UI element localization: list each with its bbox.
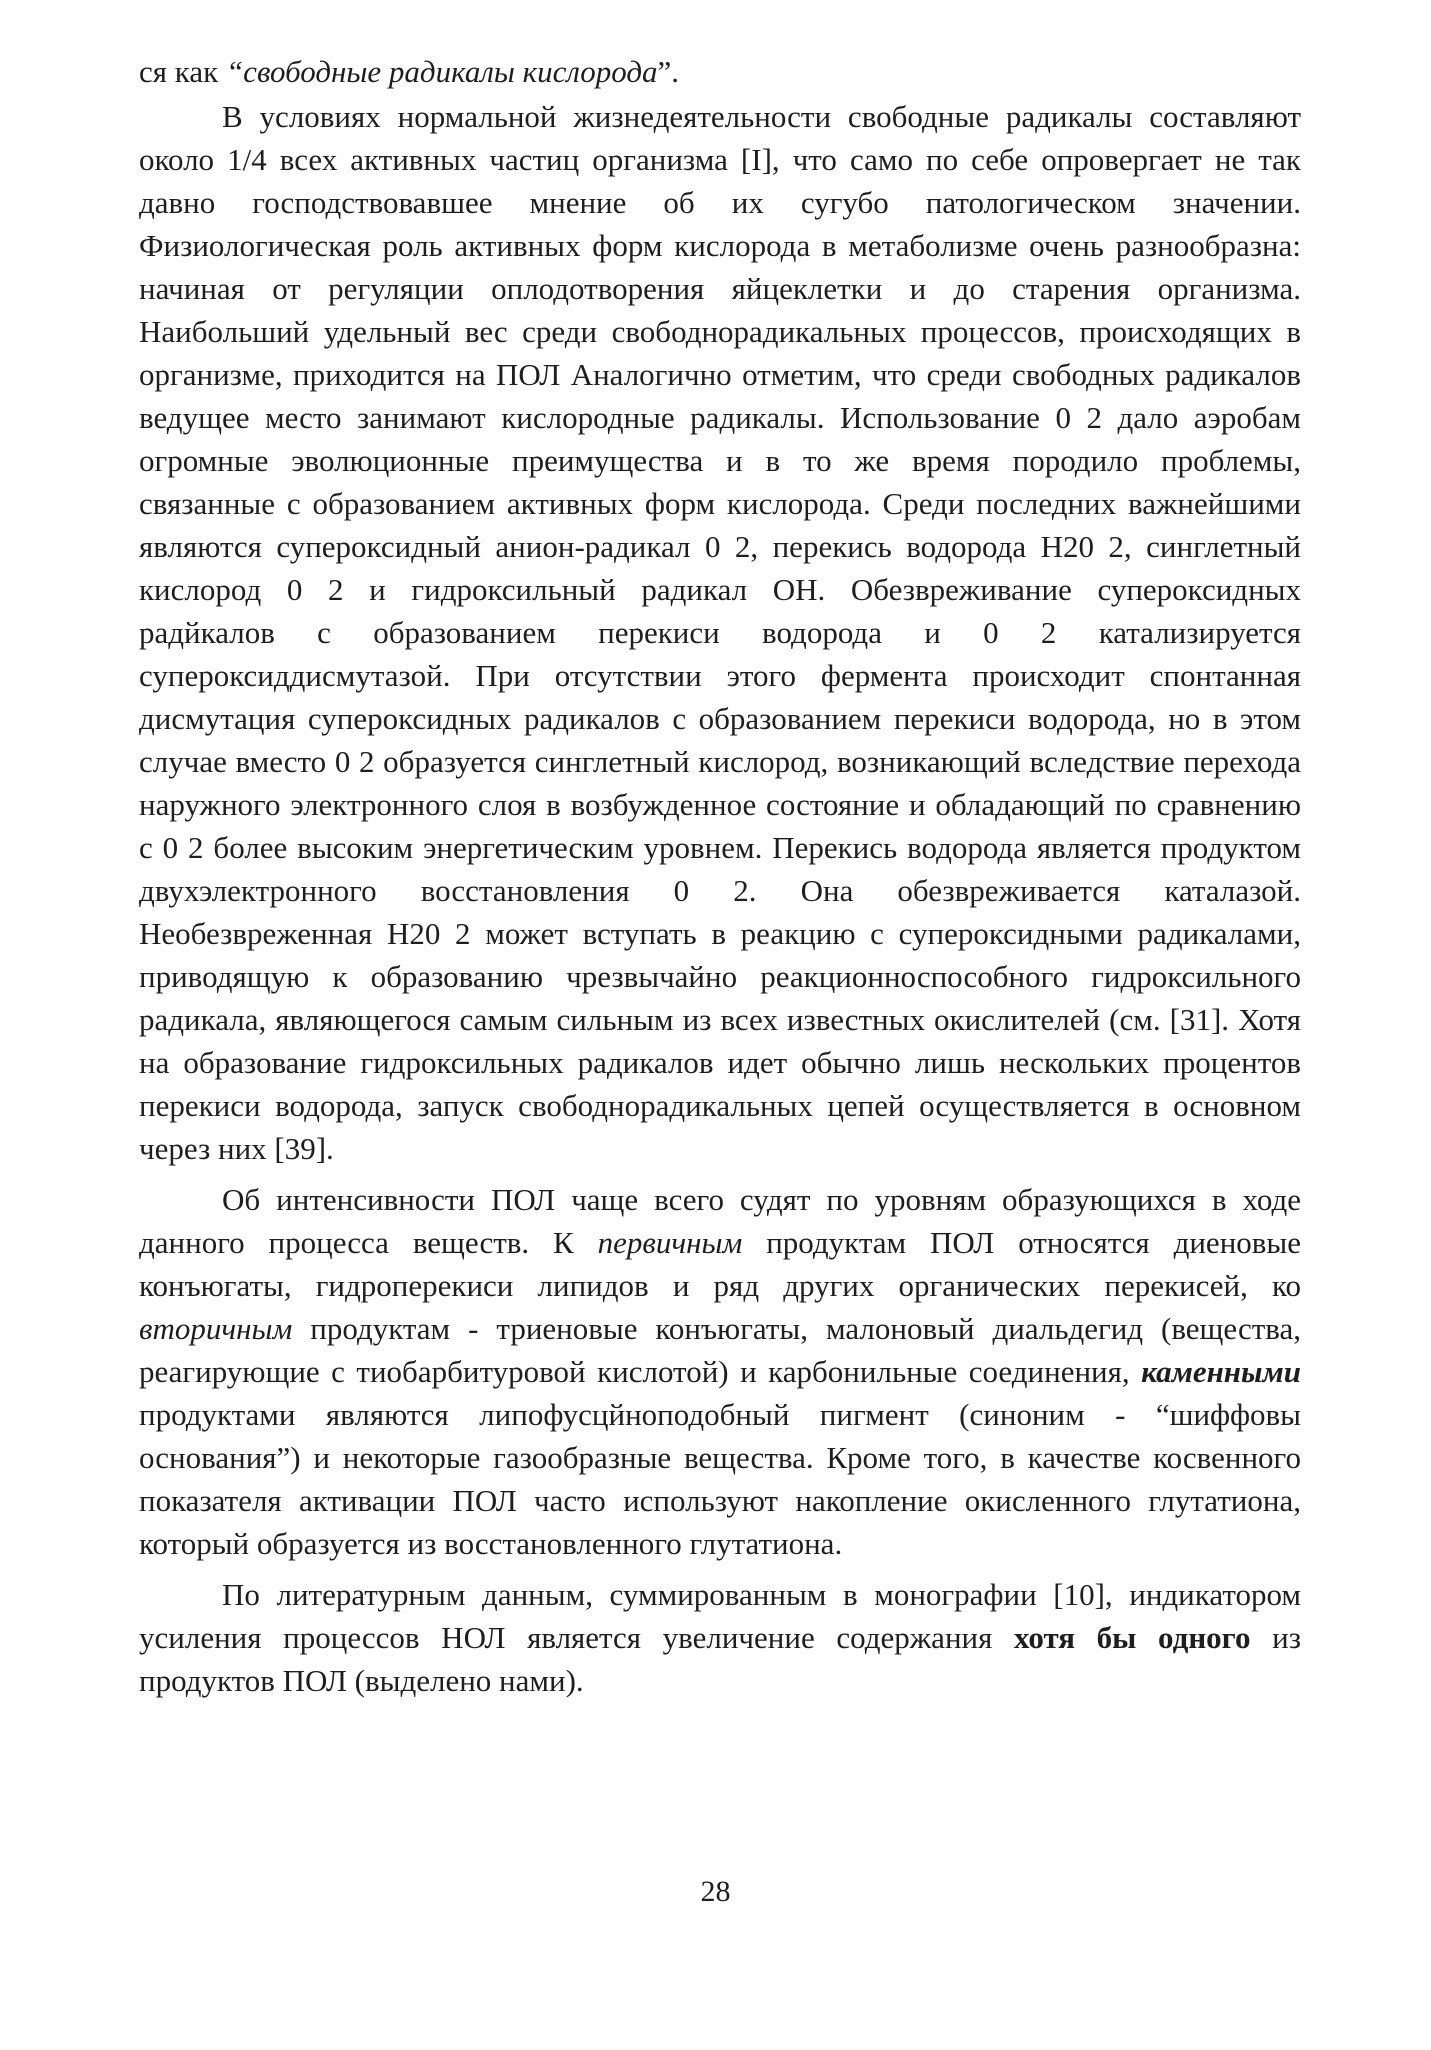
text-run: ся как: [139, 54, 226, 89]
paragraph-lpo-products: [139, 1178, 1301, 1565]
paragraph-literature: [139, 1573, 1301, 1702]
paragraph-continuation: [139, 50, 1301, 93]
text-run: продуктам - триеновые конъюгаты, малоновый диальдегид (вещества, реагирующие с тиобарбитуровой кислотой) и карбонильные соединения,: [139, 1311, 1301, 1389]
text-run: продуктами являются липофусцйноподобный пигмент (синоним - “шиффовы основания”) и некоторые газообразные вещества. Кроме того, в качестве косвенного показателя активации ПОЛ часто используют накопление окисленного глутатиона, который образуется из восстановленного глутатиона.: [139, 1397, 1301, 1561]
text-run: Об интенсивности ПОЛ чаще всего судят по уровням образующихся в ходе данного процесса веществ. К: [139, 1182, 1301, 1260]
italic-term-secondary: вторичным: [139, 1311, 293, 1346]
italic-phrase: “свободные радикалы кислорода: [225, 54, 658, 89]
document-page: [139, 50, 1301, 1702]
text-run: ”.: [657, 54, 680, 89]
body-text: [139, 50, 1301, 1702]
text-run: По литературным данным, суммированным в монографии [10], индикатором усиления процессов НОЛ является увеличение содержания: [139, 1577, 1301, 1655]
paragraph-free-radicals: В условиях нормальной жизнедеятельности свободные радикалы составляют около 1/4 всех активных частиц организма [I], что само по себе опровергает не так давно господствовавшее мнение об их сугубо патологическом значении. Физиологическая роль активных форм кислорода в метаболизме очень разнообразна: начиная от регуляции оплодотворения яйцеклетки и до старения организма. Наибольший удельный вес среди свободнорадикальных процессов, происходящих в организме, приходится на ПОЛ Аналогично отметим, что среди свободных радикалов ведущее место занимают кислородные радикалы. Использование 0 2 дало аэробам огромные эволюционные преимущества и в то же время породило проблемы, связанные с образованием активных форм кислорода. Среди последних важнейшими являются супероксидный анион-радикал 0 2, перекись водорода Н20 2, синглетный кислород 0 2 и гидроксильный радикал ОН. Обезвреживание супероксидных радйкалов с образованием перекиси водорода и 0 2 катализируется супероксиддисмутазой. При отсутствии этого фермента происходит спонтанная дисмутация супероксидных радикалов с образованием перекиси водорода, но в этом случае вместо 0 2 образуется синглетный кислород, возникающий вследствие перехода наружного электронного слоя в возбужденное состояние и обладающий по сравнению с 0 2 более высоким энергетическим уровнем. Перекись водорода является продуктом двухэлектронного восстановления 0 2. Она обезвреживается каталазой. Необезвреженная Н20 2 может вступать в реакцию с супероксидными радикалами, приводящую к образованию чрезвычайно реакционноспособного гидроксильного радикала, являющегося самым сильным из всех известных окислителей (см. [31]. Хотя на образование гидроксильных радикалов идет обычно лишь нескольких процентов перекиси водорода, запуск свободнорадикальных цепей осуществляется в основном через них [39].: [139, 99, 1301, 1166]
bold-italic-term-final: каменными: [1141, 1354, 1301, 1389]
page-number: 28: [700, 1875, 731, 1908]
italic-term-primary: первичным: [597, 1225, 743, 1260]
text-run: из продуктов ПОЛ (выделено нами).: [139, 1620, 1301, 1698]
text-run: продуктам ПОЛ относятся диеновые конъюгаты, гидроперекиси липидов и ряд других органических перекисей, ко: [139, 1225, 1302, 1303]
bold-phrase: хотя бы одного: [1014, 1620, 1251, 1655]
